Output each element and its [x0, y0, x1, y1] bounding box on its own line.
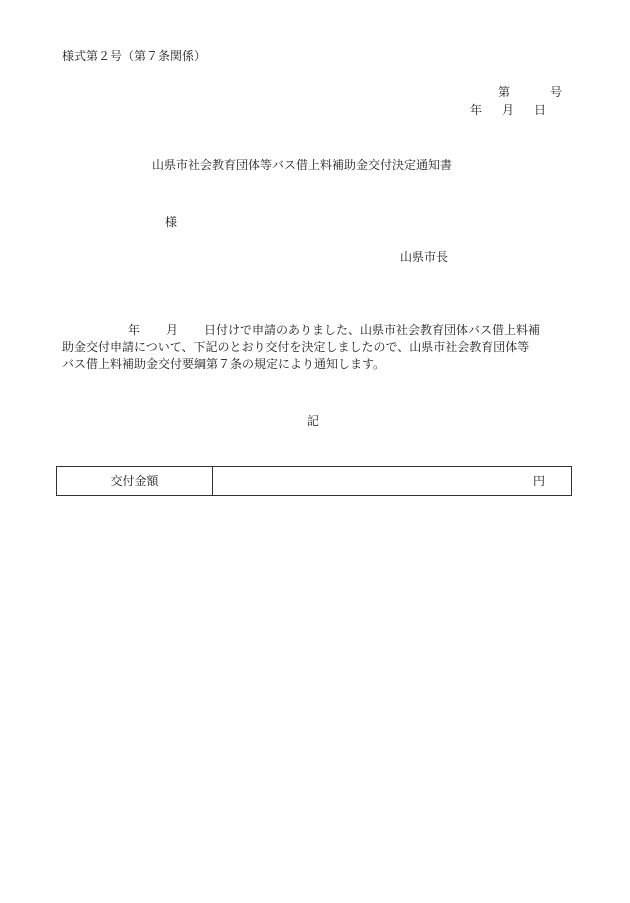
date-year: 年 [470, 103, 483, 117]
body-paragraph [62, 322, 582, 373]
date-day: 日 [534, 103, 547, 117]
grant-amount-value [213, 467, 571, 495]
grant-amount-table [56, 466, 572, 496]
body-line-1-text: 日付けで申請のありました、山県市社会教育団体バス借上料補 [204, 323, 541, 337]
body-line-3: バス借上料補助金交付要綱第７条の規定により通知します。 [62, 357, 386, 371]
addressee-honorific: 様 [165, 215, 178, 229]
document-title: 山県市社会教育団体等バス借上料補助金交付決定通知書 [152, 158, 453, 172]
document-number-dai: 第 [498, 85, 511, 99]
form-number: 様式第２号（第７条関係） [62, 49, 207, 63]
body-year: 年 [128, 323, 141, 337]
date-month: 月 [502, 103, 515, 117]
ki-heading: 記 [307, 414, 320, 428]
grant-amount-unit: 円 [532, 474, 545, 488]
document-number-go: 号 [550, 85, 563, 99]
body-month: 月 [166, 323, 179, 337]
grant-amount-label: 交付金額 [57, 467, 213, 495]
document-date [470, 104, 546, 116]
sender-name: 山県市長 [400, 250, 449, 264]
body-line-1 [62, 322, 582, 339]
document-number [498, 86, 562, 98]
body-line-2: 助金交付申請について、下記のとおり交付を決定しましたので、山県市社会教育団体等 [62, 340, 530, 354]
